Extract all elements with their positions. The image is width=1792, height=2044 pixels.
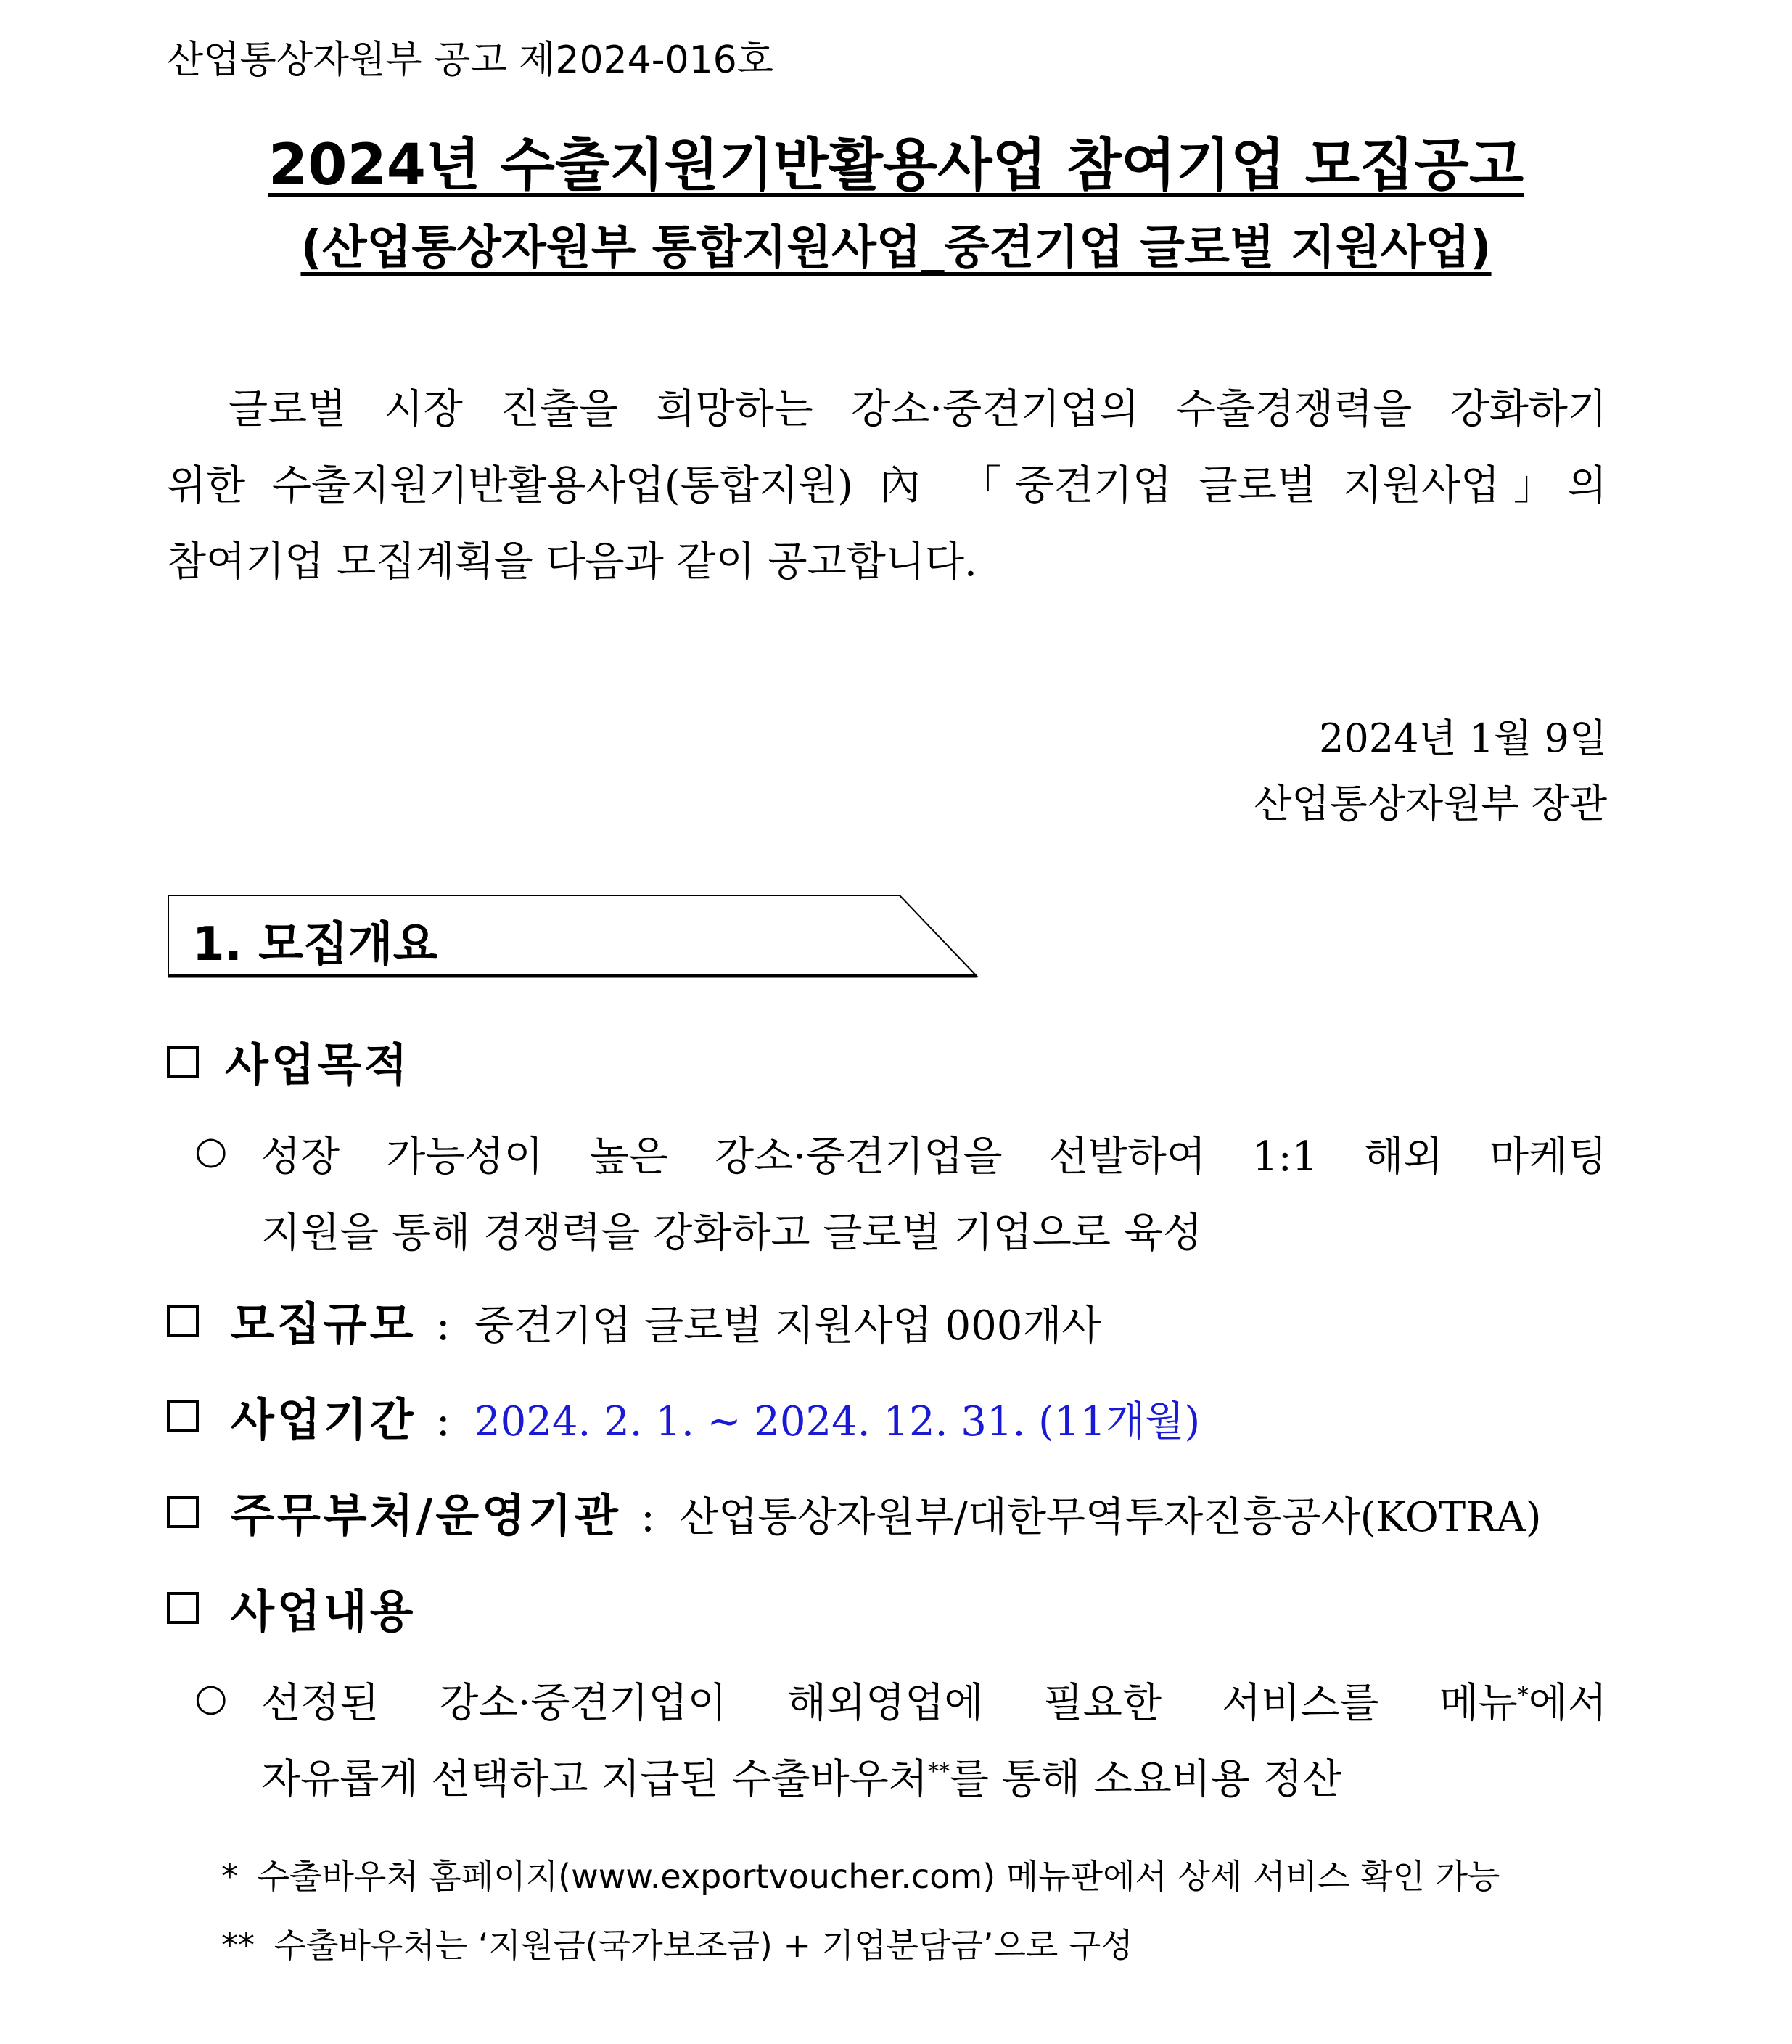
page-subtitle-text: (산업통상자원부 통합지원사업_중견기업 글로벌 지원사업)	[300, 221, 1492, 275]
agency-value: 산업통상자원부/대한무역투자진흥공사(KOTRA)	[679, 1494, 1542, 1541]
agency-row	[231, 1479, 1542, 1544]
period-value: 2024. 2. 1. ~ 2024. 12. 31. (11개월)	[474, 1398, 1201, 1445]
scale-label: 모집규모	[231, 1297, 416, 1350]
intro-line-3: 참여기업 모집계획을 다음과 같이 공고합니다.	[167, 538, 977, 586]
content-line-2-b: 를 통해 소요비용 정산	[949, 1756, 1342, 1803]
checkbox-content	[167, 1592, 199, 1624]
period-row	[231, 1384, 1200, 1448]
content-line-2-a: 자유롭게 선택하고 지급된 수출바우처	[261, 1756, 928, 1803]
content-line-1-a: 선정된 강소·중견기업이 해외영업에 필요한 서비스를 메뉴	[261, 1680, 1518, 1727]
purpose-bullet: ○	[194, 1129, 228, 1173]
period-label: 사업기간	[231, 1393, 416, 1446]
content-line-1-b: 에서	[1528, 1680, 1607, 1727]
footnote-1-marker: *	[221, 1857, 238, 1896]
content-line-2	[261, 1747, 1341, 1805]
scale-value: 중견기업 글로벌 지원사업 000개사	[474, 1302, 1101, 1350]
checkbox-agency	[167, 1496, 199, 1528]
intro-line-1: 글로벌 시장 진출을 희망하는 강소·중견기업의 수출경쟁력을 강화하기	[229, 386, 1607, 433]
page-title-text: 2024년 수출지원기반활용사업 참여기업 모집공고	[268, 133, 1524, 198]
content-label: 사업내용	[231, 1585, 416, 1638]
content-line-2-footnote-ref: **	[927, 1759, 950, 1785]
footnote-1	[221, 1850, 1500, 1898]
footnote-2-marker: **	[221, 1926, 255, 1965]
agency-label: 주무부처/운영기관	[231, 1489, 621, 1542]
scale-row	[231, 1288, 1101, 1353]
purpose-line-1: 성장 가능성이 높은 강소·중견기업을 선발하여 1:1 해외 마케팅	[261, 1133, 1607, 1181]
notice-date: 2024년 1월 9일	[1319, 715, 1607, 761]
footnote-1-text: 수출바우처 홈페이지(www.exportvoucher.com) 메뉴판에서 상세 서비스 확인 가능	[257, 1857, 1500, 1896]
content-line-1-footnote-ref: *	[1517, 1683, 1529, 1709]
footnote-2	[221, 1919, 1133, 1967]
page-title	[0, 120, 1792, 201]
section-title: 1. 모집개요	[192, 918, 438, 972]
checkbox-period	[167, 1400, 199, 1432]
scale-separator: :	[435, 1300, 451, 1350]
intro-line-2: 위한 수출지원기반활용사업(통합지원) 內 「중견기업 글로벌 지원사업」의	[167, 462, 1607, 509]
agency-separator: :	[640, 1491, 656, 1542]
content-line-1	[261, 1671, 1607, 1729]
content-bullet: ○	[194, 1676, 228, 1720]
notice-number: 산업통상자원부 공고 제2024-016호	[167, 38, 773, 82]
notice-issuer: 산업통상자원부 장관	[1254, 781, 1607, 826]
checkbox-scale	[167, 1305, 199, 1337]
period-separator: :	[435, 1395, 451, 1446]
purpose-label: 사업목적	[225, 1038, 411, 1091]
footnote-2-text: 수출바우처는 ‘지원금(국가보조금) + 기업분담금’으로 구성	[274, 1926, 1133, 1965]
checkbox-purpose	[167, 1046, 199, 1078]
page-subtitle	[0, 210, 1792, 277]
purpose-line-2: 지원을 통해 경쟁력을 강화하고 글로벌 기업으로 육성	[261, 1210, 1202, 1257]
